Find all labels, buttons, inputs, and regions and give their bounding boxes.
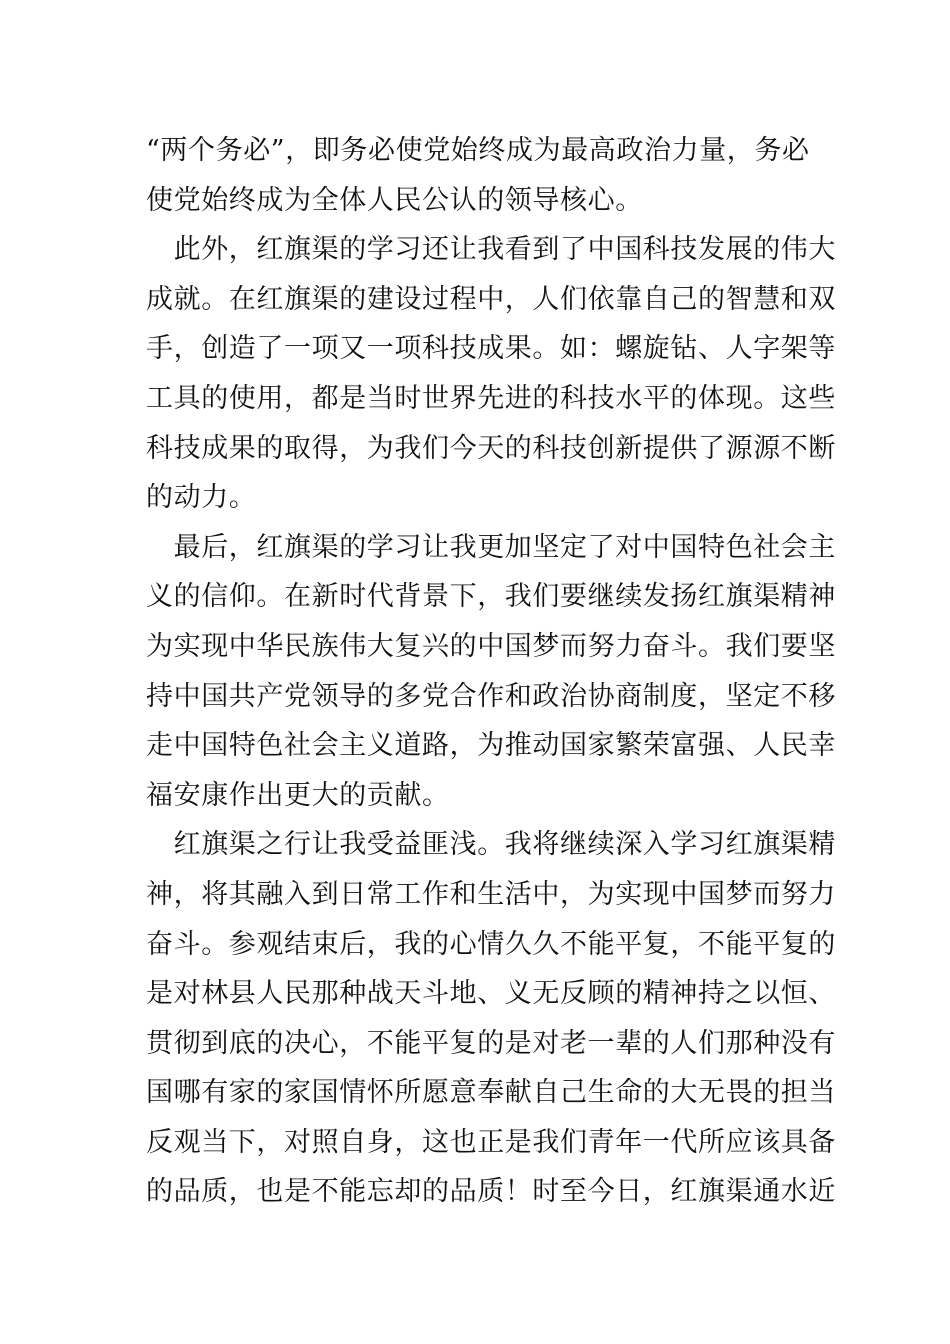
text-line: 持中国共产党领导的多党合作和政治协商制度，坚定不移 [146, 680, 836, 712]
text-line: 反观当下，对照自身，这也正是我们青年一代所应该具备 [146, 1126, 836, 1158]
text-line: 使党始终成为全体人民公认的领导核心。 [146, 184, 643, 216]
text-line: 为实现中华民族伟大复兴的中国梦而努力奋斗。我们要坚 [146, 630, 836, 662]
text-line: 神，将其融入到日常工作和生活中，为实现中国梦而努力 [146, 878, 836, 910]
text-line: 成就。在红旗渠的建设过程中，人们依靠自己的智慧和双 [146, 283, 836, 315]
text-line: 红旗渠之行让我受益匪浅。我将继续深入学习红旗渠精 [146, 829, 836, 861]
text-line: 贯彻到底的决心，不能平复的是对老一辈的人们那种没有 [146, 1027, 836, 1059]
text-line: 国哪有家的家国情怀所愿意奉献自己生命的大无畏的担当 [146, 1077, 836, 1109]
text-line: 手，创造了一项又一项科技成果。如：螺旋钻、人字架等 [146, 333, 836, 365]
text-line: 奋斗。参观结束后，我的心情久久不能平复，不能平复的 [146, 928, 836, 960]
text-line: 的品质，也是不能忘却的品质！时至今日，红旗渠通水近 [146, 1176, 836, 1208]
text-line: 福安康作出更大的贡献。 [146, 779, 450, 811]
text-line: 义的信仰。在新时代背景下，我们要继续发扬红旗渠精神 [146, 581, 836, 613]
document-body [146, 126, 836, 1217]
text-line: 最后，红旗渠的学习让我更加坚定了对中国特色社会主 [146, 531, 836, 563]
text-line: “两个务必”，即务必使党始终成为最高政治力量，务必 [146, 135, 810, 166]
text-line: 此外，红旗渠的学习还让我看到了中国科技发展的伟大 [146, 234, 836, 266]
text-line: 科技成果的取得，为我们今天的科技创新提供了源源不断 [146, 432, 836, 464]
text-line: 的动力。 [146, 482, 257, 514]
text-line: 是对林县人民那种战天斗地、义无反顾的精神持之以恒、 [146, 978, 836, 1010]
text-line: 工具的使用，都是当时世界先进的科技水平的体现。这些 [146, 382, 836, 414]
text-line: 走中国特色社会主义道路，为推动国家繁荣富强、人民幸 [146, 730, 836, 762]
